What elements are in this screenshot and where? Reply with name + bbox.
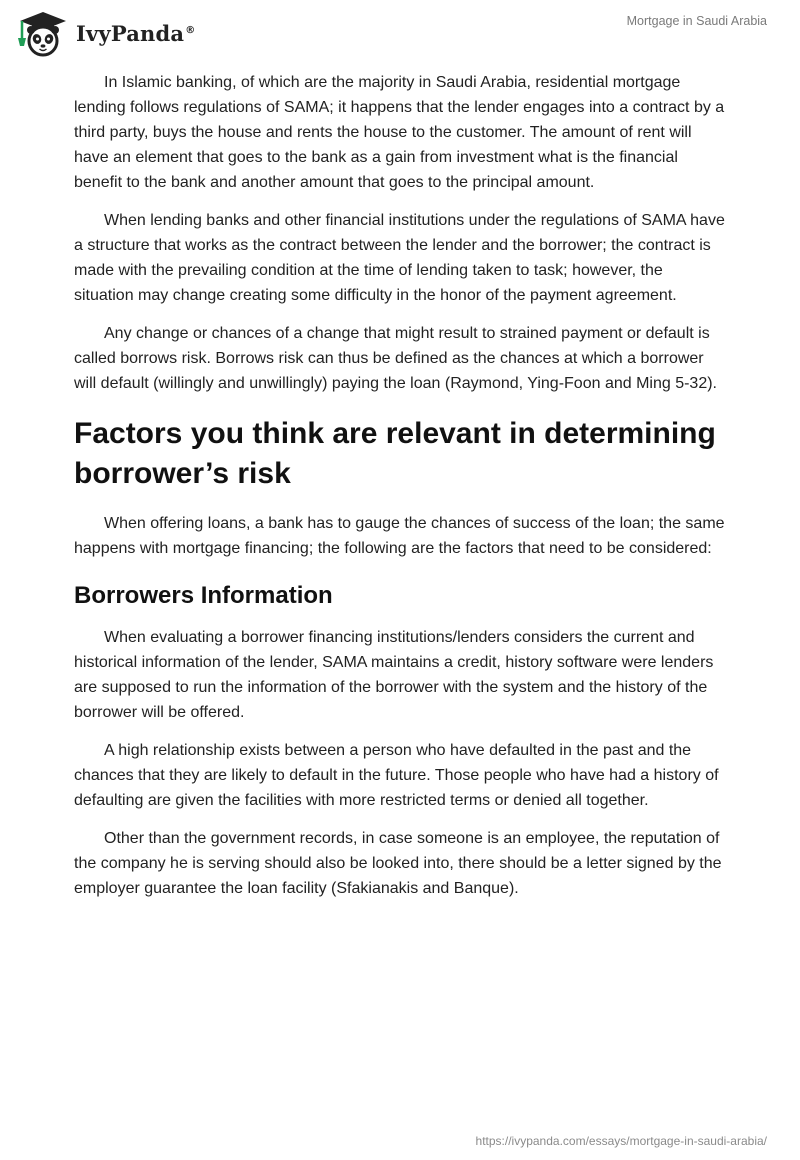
panda-graduate-icon: [14, 8, 72, 58]
source-url-link[interactable]: https://ivypanda.com/essays/mortgage-in-saudi-arabia/: [475, 1134, 767, 1148]
logo-text: IvyPanda®: [76, 20, 196, 46]
page-header: [0, 0, 800, 66]
paragraph-6: A high relationship exists between a person who have defaulted in the past and the chances that they are likely to default in the future. Those people who have had a history of defaulting are given the facilities with more restricted terms or denied all together.: [74, 742, 719, 809]
ivypanda-logo[interactable]: [14, 8, 195, 58]
paragraph-7: Other than the government records, in case someone is an employee, the reputation of the company he is serving should also be looked into, there should be a letter signed by the employer guarantee the loan facility (Sfakianakis and Banque).: [74, 830, 722, 897]
paragraph-1: In Islamic banking, of which are the majority in Saudi Arabia, residential mortgage lending follows regulations of SAMA; it happens that the lender engages into a contract by a third party, buys the house and rents the house to the customer. The amount of rent will have an element that goes to the bank as a gain from investment what is the financial benefit to the bank and another amount that goes to the principal amount.: [74, 74, 725, 191]
paragraph-4: When offering loans, a bank has to gauge the chances of success of the loan; the same happens with mortgage financing; the following are the factors that need to be considered:: [74, 515, 725, 557]
registered-mark: ®: [185, 24, 196, 36]
essay-content: [74, 70, 726, 914]
paragraph-3: Any change or chances of a change that might result to strained payment or default is called borrows risk. Borrows risk can thus be defined as the chances at which a borrower will default (willingly and unwillingly) paying the loan (Raymond, Ying-Foon and Ming 5-32).: [74, 325, 717, 392]
section-heading: Factors you think are relevant in determining borrower’s risk: [74, 417, 716, 490]
paragraph-5: When evaluating a borrower financing institutions/lenders considers the current and historical information of the lender, SAMA maintains a credit, history software were lenders are supposed to run the information of the borrower with the system and the history of the borrower will be offered.: [74, 629, 714, 721]
document-title: Mortgage in Saudi Arabia: [626, 14, 767, 28]
subsection-heading: Borrowers Information: [74, 582, 333, 609]
paragraph-2: When lending banks and other financial institutions under the regulations of SAMA have a structure that works as the contract between the lender and the borrower; the contract is made with the prevailing condition at the time of lending taken to task; however, the situation may change creating some difficulty in the honor of the payment agreement.: [74, 212, 725, 304]
